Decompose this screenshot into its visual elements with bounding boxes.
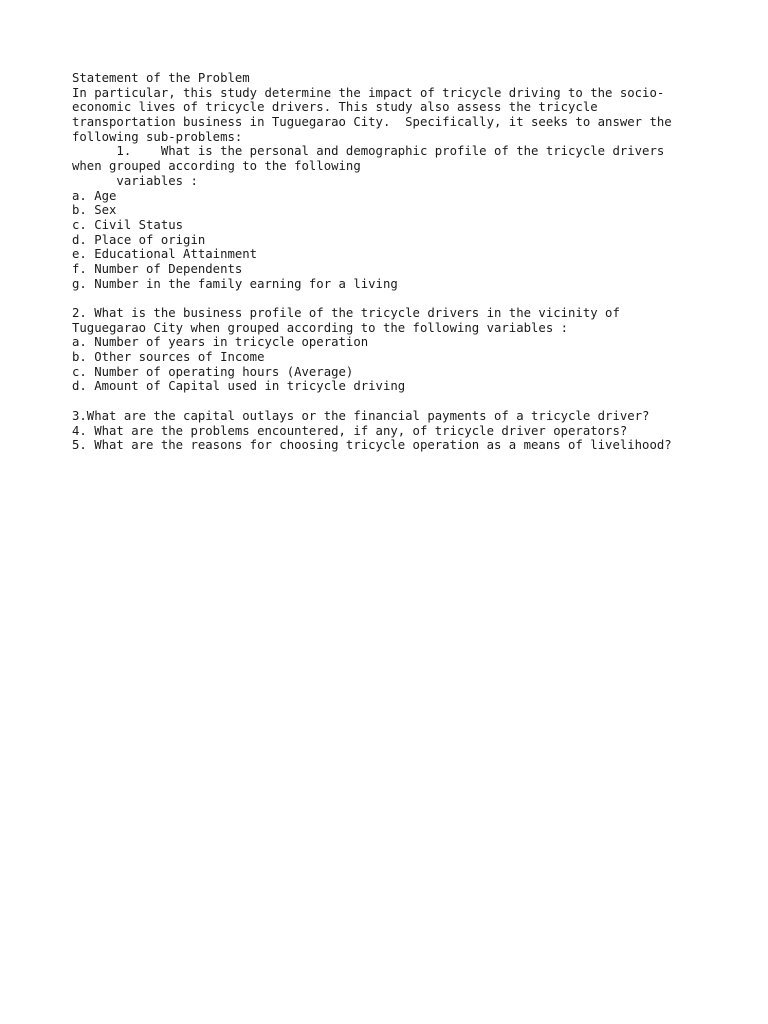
document-title: Statement of the Problem	[72, 71, 250, 85]
question-1-line: 1. What is the personal and demographic profile of the tricycle drivers	[72, 144, 665, 159]
question-2-variable-list	[72, 335, 752, 394]
question-4: 4. What are the problems encountered, if any, of tricycle driver operators?	[72, 423, 628, 438]
question-2-line: Tuguegarao City when grouped according to the following variables :	[72, 320, 569, 335]
final-questions	[72, 409, 752, 453]
intro-line: economic lives of tricycle drivers. This study also assess the tricycle	[72, 100, 598, 115]
intro-line: In particular, this study determine the impact of tricycle driving to the socio-	[72, 85, 665, 100]
list-item: a. Age	[72, 188, 117, 203]
list-item: e. Educational Attainment	[72, 247, 258, 262]
question-5: 5. What are the reasons for choosing tricycle operation as a means of livelihood?	[72, 438, 672, 453]
list-item: f. Number of Dependents	[72, 261, 243, 276]
question-1-line: variables :	[72, 173, 198, 188]
question-3: 3.What are the capital outlays or the financial payments of a tricycle driver?	[72, 408, 650, 423]
paragraph-gap	[72, 394, 752, 409]
question-1	[72, 144, 752, 188]
question-1-variable-list	[72, 189, 752, 292]
list-item: a. Number of years in tricycle operation	[72, 335, 369, 350]
intro-paragraph	[72, 86, 752, 145]
list-item: b. Other sources of Income	[72, 350, 265, 365]
list-item: c. Number of operating hours (Average)	[72, 364, 354, 379]
list-item: c. Civil Status	[72, 217, 184, 232]
document-page	[72, 71, 752, 453]
intro-line: following sub-problems:	[72, 129, 243, 144]
list-item: b. Sex	[72, 203, 117, 218]
list-item: g. Number in the family earning for a living	[72, 276, 398, 291]
question-2-line: 2. What is the business profile of the tricycle drivers in the vicinity of	[72, 306, 620, 320]
list-item: d. Place of origin	[72, 232, 206, 247]
list-item: d. Amount of Capital used in tricycle driving	[72, 379, 406, 394]
paragraph-gap	[72, 291, 752, 306]
intro-line: transportation business in Tuguegarao City. Specifically, it seeks to answer the	[72, 115, 672, 130]
question-1-line: when grouped according to the following	[72, 159, 361, 174]
question-2	[72, 306, 752, 335]
